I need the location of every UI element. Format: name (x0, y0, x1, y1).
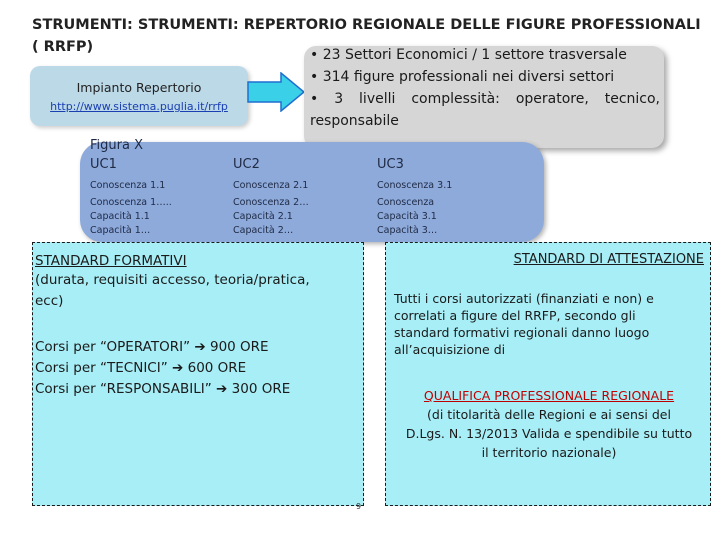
repertorio-link[interactable]: http://www.sistema.puglia.it/rrfp (50, 100, 228, 113)
slide-title-line-1: STRUMENTI: STRUMENTI: REPERTORIO REGIONALE DELLE FIGURE PROFESSIONALI (32, 17, 701, 33)
qualifica-professionale: QUALIFICA PROFESSIONALE REGIONALE (423, 388, 675, 403)
uc1-capacita-more: Capacità 1… (90, 225, 151, 236)
repertorio-label: Impianto Repertorio (76, 80, 202, 95)
uc1-conoscenza-1: Conoscenza 1.1 (90, 180, 166, 191)
uc2-capacita-more: Capacità 2… (233, 225, 294, 236)
corsi-responsabili: Corsi per “RESPONSABILI” ➔ 300 ORE (35, 381, 291, 397)
figura-uc-box (80, 138, 544, 242)
repertorio-info-box (304, 46, 664, 148)
attestazione-note-3: il territorio nazionale) (481, 445, 617, 460)
uc3-heading: UC3 (377, 157, 404, 172)
uc2-capacita-1: Capacità 2.1 (233, 211, 293, 222)
right-arrow-icon (247, 72, 305, 112)
uc3-conoscenza-1: Conoscenza 3.1 (377, 180, 453, 191)
uc1-capacita-1: Capacità 1.1 (90, 211, 150, 222)
uc3-capacita-more: Capacità 3… (377, 225, 438, 236)
uc3-capacita-1: Capacità 3.1 (377, 211, 437, 222)
corsi-operatori: Corsi per “OPERATORI” ➔ 900 ORE (35, 339, 269, 355)
uc1-heading: UC1 (90, 157, 117, 172)
standard-formativi-detail-2: ecc) (35, 293, 64, 309)
attestazione-body-3: standard formativi regionali danno luogo (394, 325, 650, 340)
info-bullet-settori: • 23 Settori Economici / 1 settore trasversale (310, 47, 627, 63)
attestazione-body-4: all’acquisizione di (394, 342, 506, 357)
standard-attestazione-heading: STANDARD DI ATTESTAZIONE (513, 252, 704, 267)
info-bullet-figure: • 314 figure professionali nei diversi settori (310, 69, 615, 85)
uc2-heading: UC2 (233, 157, 260, 172)
repertorio-box (30, 66, 248, 126)
standard-formativi-heading: STANDARD FORMATIVI (35, 253, 187, 269)
info-bullet-livelli-cont: responsabile (310, 113, 399, 129)
standard-formativi-detail-1: (durata, requisiti accesso, teoria/pratica, (35, 272, 310, 288)
figura-label: Figura X (90, 138, 143, 153)
attestazione-note-2: D.Lgs. N. 13/2013 Valida e spendibile su tutto (405, 426, 693, 441)
standard-attestazione-panel (385, 242, 711, 506)
attestazione-note-1: (di titolarità delle Regioni e ai sensi del (427, 407, 671, 422)
uc2-conoscenza-more: Conoscenza 2… (233, 197, 309, 208)
uc1-conoscenza-more: Conoscenza 1….. (90, 197, 172, 208)
attestazione-body-2: correlati a figure del RRFP, secondo gli (394, 308, 636, 323)
uc2-conoscenza-1: Conoscenza 2.1 (233, 180, 309, 191)
info-bullet-livelli: • 3 livelli complessità: operatore, tecnico, (310, 91, 660, 107)
attestazione-body-1: Tutti i corsi autorizzati (finanziati e non) e (394, 291, 654, 306)
standard-formativi-panel (32, 242, 364, 506)
slide-title-line-2: ( RRFP) (32, 39, 94, 55)
page-number: 9 (356, 502, 362, 511)
uc3-conoscenza-more: Conoscenza (377, 197, 435, 208)
corsi-tecnici: Corsi per “TECNICI” ➔ 600 ORE (35, 360, 247, 376)
